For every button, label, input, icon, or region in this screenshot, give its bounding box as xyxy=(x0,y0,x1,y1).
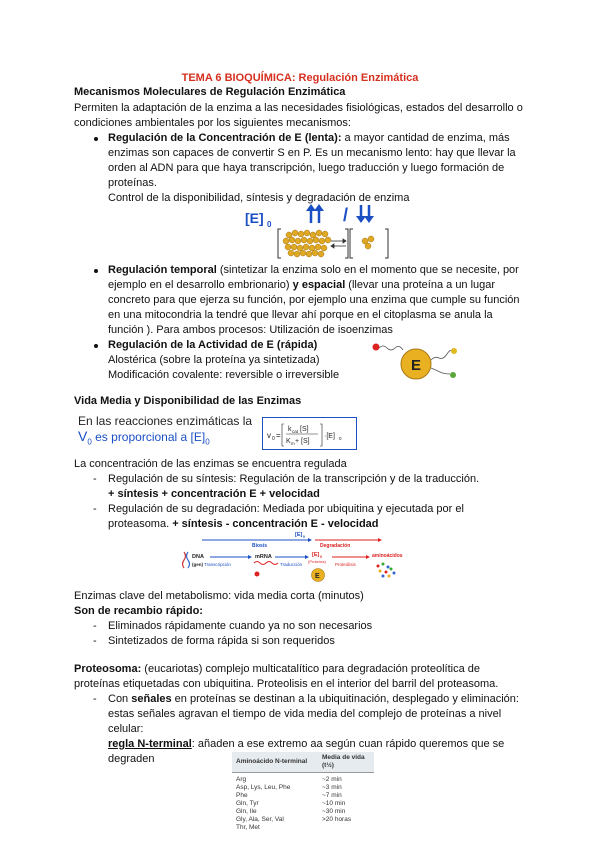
n-terminal-table-wrap xyxy=(232,752,374,844)
enzyme-activity-svg xyxy=(368,340,468,385)
bullet-temporal-text-2: ejemplo en el desarrollo embrionario) xyxy=(108,279,290,291)
n-terminal-table xyxy=(232,752,374,832)
v0-symbol: V xyxy=(78,428,88,444)
fig2-e0b: [E] xyxy=(312,552,320,558)
green-modifier-icon xyxy=(450,372,456,378)
bullet-temporal-line-1 xyxy=(108,263,519,278)
e0-sub-text: 0 xyxy=(205,437,210,447)
eq-e0-sub: 0 xyxy=(339,436,342,441)
fig2-degradacion: Degradación xyxy=(320,543,351,549)
fig2-e: E xyxy=(315,573,320,580)
mrna-strand-icon xyxy=(254,562,278,565)
bullet-concentracion-line-1 xyxy=(108,131,510,146)
section-heading-vida-media: Vida Media y Disponibilidad de las Enzimas xyxy=(74,395,302,407)
table-cell: Thr, Met xyxy=(236,824,260,831)
table-header-vida-media: Media de vida (t½) xyxy=(318,752,374,773)
proteosoma-line-2: proteínas etiquetadas con ubiquitina. Proteolisis en el interior del barril del proteasoma. xyxy=(74,678,499,690)
fig2-gen: (gen) xyxy=(192,562,203,567)
proteosoma-title: Proteosoma: xyxy=(74,663,142,675)
dash-marker: - xyxy=(93,635,97,647)
bullet-espacial-title: y espacial xyxy=(289,279,346,291)
eq-k: k xyxy=(288,426,292,433)
fig2-proteolisis: Proteólisis xyxy=(335,562,356,567)
fig2-e0: [E] xyxy=(295,532,303,538)
table-cell: ~7 min xyxy=(322,792,342,799)
bullet-concentracion-line-3: orden al ADN para que haya transcripción, luego traducción y luego formación de xyxy=(108,162,505,174)
signals-line-1 xyxy=(108,692,519,707)
dna-helix-icon xyxy=(183,552,190,568)
synthesis-degradation-figure xyxy=(180,530,420,585)
many-enzymes-icon xyxy=(283,230,331,257)
table-cell: ~10 min xyxy=(322,800,346,807)
eq-km: K xyxy=(286,438,291,445)
few-enzymes-icon xyxy=(362,236,374,249)
bullet-temporal-title: Regulación temporal xyxy=(108,264,217,276)
e0-sub: 0 xyxy=(267,220,272,229)
enzyme-e-label: E xyxy=(411,357,422,374)
fast-turnover-item-2: Sintetizados de forma rápida si son requeridos xyxy=(108,635,335,647)
n-terminal-rule: regla N-terminal xyxy=(108,738,192,750)
table-cell: Gly, Ala, Ser, Val xyxy=(236,816,284,823)
up-arrows-icon xyxy=(306,204,324,223)
enzyme-activity-figure xyxy=(368,340,468,385)
rate-equation-svg xyxy=(263,418,358,451)
signals-line-3: celular: xyxy=(108,723,144,735)
fast-turnover-item-1: Eliminados rápidamente cuando ya no son necesarios xyxy=(108,620,373,632)
bullet-temporal-line-5: función ). Para ambos procesos: Utilización de isoenzimas xyxy=(108,324,393,336)
dash-marker: - xyxy=(93,693,97,705)
bullet-concentracion-title: Regulación de la Concentración de E (lenta): xyxy=(108,132,342,144)
proteosoma-line-1 xyxy=(74,662,480,677)
page-title: TEMA 6 BIOQUÍMICA: Regulación Enzimática xyxy=(181,72,419,84)
eq-s-num: [S] xyxy=(300,426,309,433)
synthesis-line-1: Regulación de su síntesis: Regulación de la transcripción y de la traducción. xyxy=(108,473,480,485)
intro-line-1: Permiten la adaptación de la enzima a las necesidades fisiológicas, estados del desarrollo o xyxy=(74,102,523,114)
bullet-concentracion-line-2: enzimas son capaces de convertir S en P. Es un mecanismo lento: hay que llevar la xyxy=(108,147,516,159)
equilibrium-arrow-icon xyxy=(331,239,346,248)
bullet-dot xyxy=(94,137,98,141)
v0-sub: 0 xyxy=(87,437,92,447)
degradation-effect: + síntesis - concentración E - velocidad xyxy=(172,518,379,530)
fig2-e0b-sub: 0 xyxy=(320,555,322,559)
rate-equation-box xyxy=(262,417,357,450)
fig2-mrna: mRNA xyxy=(255,554,272,560)
bullet-actividad-line-1: Alostérica (sobre la proteína ya sintetizada) xyxy=(108,354,320,366)
signals-text-a: Con xyxy=(108,693,132,705)
yellow-modifier-icon xyxy=(451,348,457,354)
fast-turnover-heading: Son de recambio rápido: xyxy=(74,605,203,617)
proportional-text: es proporcional a [E] xyxy=(91,430,206,444)
bullet-temporal-text: (sintetizar la enzima solo en el momento que se necesite, por xyxy=(216,264,519,276)
reactions-box-line-1: En las reacciones enzimáticas la xyxy=(78,414,253,428)
table-cell: ~3 min xyxy=(322,784,342,791)
bullet-espacial-text: (llevar una proteína a un lugar xyxy=(345,279,496,291)
eq-kcat-sub: cat xyxy=(292,429,299,434)
table-cell: >20 horas xyxy=(322,816,352,823)
eq-v: v xyxy=(267,431,271,440)
table-cell: Asp, Lys, Leu, Phe xyxy=(236,784,291,791)
signals-line-5: degraden xyxy=(108,753,155,765)
signals-text-c: en proteínas se destinan a la ubiquitinación, desplegado y eliminación: xyxy=(171,693,519,705)
bullet-concentracion-line-5: Control de la disponibilidad, síntesis y degradación de enzima xyxy=(108,192,410,204)
table-cell: ~30 min xyxy=(322,808,346,815)
red-modifier-icon xyxy=(373,344,380,351)
table-cell: Gln, Ile xyxy=(236,808,257,815)
bullet-dot xyxy=(94,269,98,273)
bullet-concentracion-text: a mayor cantidad de enzima, más xyxy=(341,132,510,144)
reactions-box-line-2 xyxy=(78,429,210,449)
fig2-proteina: (Proteína) xyxy=(308,559,326,564)
table-cell: Phe xyxy=(236,792,248,799)
svg-text:=: = xyxy=(276,431,281,440)
fig2-e0-sub: 0 xyxy=(303,535,305,539)
bullet-concentracion-line-4: proteínas. xyxy=(108,177,157,189)
slash-label: / xyxy=(343,205,349,225)
intro-line-2: condiciones ambientales por los siguientes mecanismos: xyxy=(74,117,351,129)
eq-km-sub: m xyxy=(291,441,295,446)
eq-s-den: + [S] xyxy=(295,438,310,445)
bullet-actividad-title: Regulación de la Actividad de E (rápida) xyxy=(108,339,318,351)
section-heading-mecanismos: Mecanismos Moleculares de Regulación Enzimática xyxy=(74,86,346,98)
fig2-aminoacidos: aminoácidos xyxy=(372,553,403,559)
fig2-transcripcion: Transcripción xyxy=(204,562,231,567)
amino-acids-icon xyxy=(377,563,396,578)
table-cell xyxy=(318,824,374,832)
signals-line-2: estas señales agravan el tiempo de vida media del complejo de proteínas a nivel xyxy=(108,708,502,720)
dash-marker: - xyxy=(93,620,97,632)
table-cell: Arg xyxy=(236,776,247,783)
fig2-dna: DNA xyxy=(192,554,204,560)
bullet-temporal-line-3: concreto para que ejerza su función, por ejemplo una enzima que cumple su función xyxy=(108,294,520,306)
degradation-proteasoma: proteasoma. xyxy=(108,518,173,530)
fig2-biosis: Biosís xyxy=(252,543,268,549)
table-cell: ~2 min xyxy=(322,776,342,783)
eq-e: ·[E] xyxy=(324,433,335,440)
e0-label: [E] xyxy=(245,210,264,226)
eq-v0-sub: 0 xyxy=(272,436,275,442)
bullet-dot xyxy=(94,344,98,348)
signals-bold: señales xyxy=(131,693,172,705)
fig2-traduccion: Traducción xyxy=(280,562,303,567)
bullet-temporal-line-2 xyxy=(108,278,495,293)
dash-marker: - xyxy=(93,473,97,485)
ribosome-icon xyxy=(255,572,260,577)
key-enzymes-text: Enzimas clave del metabolismo: vida media corta (minutos) xyxy=(74,590,364,602)
synthesis-line-2: + síntesis + concentración E + velocidad xyxy=(108,488,320,500)
degradation-line-1: Regulación de su degradación: Mediada por ubiquitina y ejecutada por el xyxy=(108,503,464,515)
bullet-actividad-line-2: Modificación covalente: reversible o irreversible xyxy=(108,369,340,381)
proteosoma-text: (eucariotas) complejo multicatalítico para degradación proteolítica de xyxy=(141,663,480,675)
enzyme-concentration-svg xyxy=(245,203,395,261)
n-terminal-text: : añaden a ese extremo aa según cuan rápido queremos que se xyxy=(191,738,505,750)
enzyme-concentration-figure xyxy=(245,203,395,261)
bullet-temporal-line-4: en una mitocondria la tendré que llevar ahí porque en el citoplasma se anula la xyxy=(108,309,493,321)
down-arrows-icon xyxy=(356,205,374,223)
table-header-aminoacido: Aminoácido N-terminal xyxy=(232,752,318,773)
signals-line-4 xyxy=(108,737,504,752)
table-cell: Gln, Tyr xyxy=(236,800,259,807)
dash-marker: - xyxy=(93,503,97,515)
concentration-regulated-text: La concentración de las enzimas se encuentra regulada xyxy=(74,458,347,470)
synthesis-degradation-svg xyxy=(180,530,420,585)
